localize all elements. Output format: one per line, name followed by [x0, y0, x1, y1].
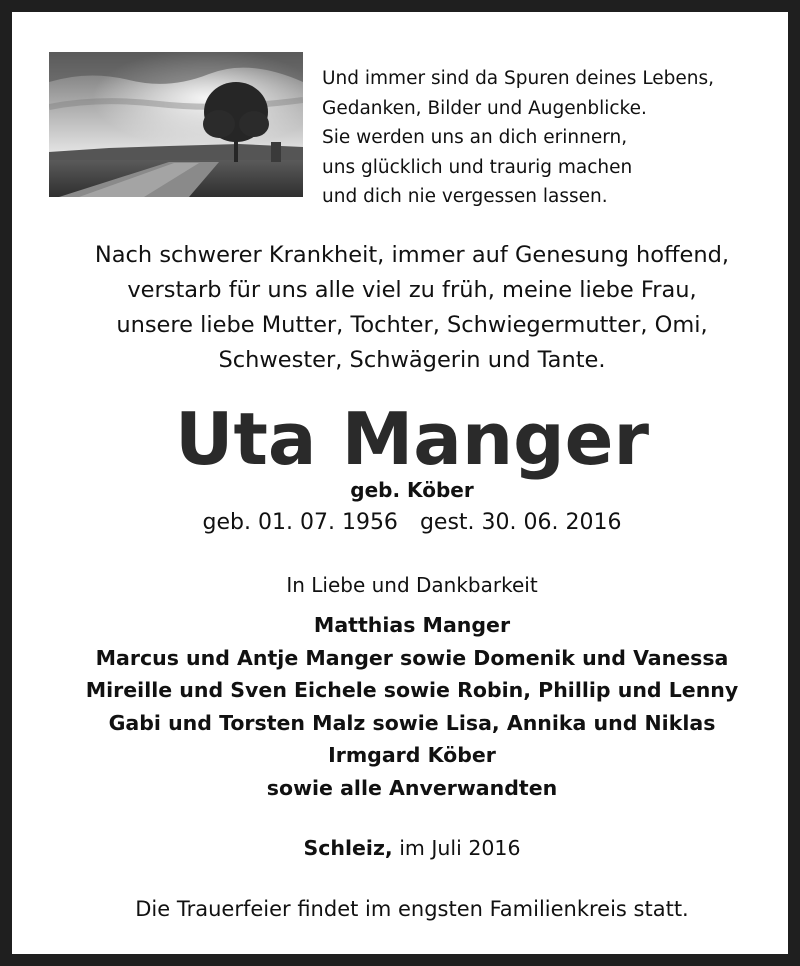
- poem-line: Sie werden uns an dich erinnern,: [322, 127, 628, 148]
- place-month: im Juli 2016: [399, 836, 521, 860]
- poem: [322, 64, 714, 212]
- deceased-name: Uta Manger: [175, 397, 649, 481]
- family-line: Irmgard Köber: [328, 743, 496, 767]
- thanks-line: In Liebe und Dankbarkeit: [286, 573, 538, 597]
- intro-text: [12, 238, 800, 378]
- birth-date: geb. 01. 07. 1956: [202, 510, 398, 535]
- place-city: Schleiz,: [303, 836, 393, 860]
- family-line: Marcus und Antje Manger sowie Domenik und Vanessa: [95, 645, 729, 670]
- family-line: sowie alle Anverwandten: [266, 775, 558, 800]
- intro-line: unsere liebe Mutter, Tochter, Schwiegermutter, Omi,: [116, 312, 708, 338]
- family-line: Matthias Manger: [313, 613, 511, 637]
- landscape-tree-photo: [49, 52, 303, 197]
- maiden-name: geb. Köber: [350, 478, 474, 502]
- family-line: Gabi und Torsten Malz sowie Lisa, Annika und Niklas: [108, 710, 716, 735]
- life-dates: [12, 510, 800, 535]
- poem-line: Gedanken, Bilder und Augenblicke.: [322, 97, 647, 119]
- poem-line: und dich nie vergessen lassen.: [322, 186, 608, 207]
- death-date: gest. 30. 06. 2016: [419, 510, 622, 535]
- poem-line: uns glücklich und traurig machen: [322, 156, 633, 178]
- poem-line: Und immer sind da Spuren deines Lebens,: [322, 68, 715, 89]
- intro-line: Schwester, Schwägerin und Tante.: [218, 347, 606, 373]
- intro-line: verstarb für uns alle viel zu früh, meine liebe Frau,: [127, 277, 697, 303]
- family-list: [12, 609, 800, 804]
- family-line: Mireille und Sven Eichele sowie Robin, Phillip und Lenny: [85, 678, 739, 702]
- ceremony-note: Die Trauerfeier findet im engsten Familienkreis statt.: [135, 897, 689, 921]
- intro-line: Nach schwerer Krankheit, immer auf Genesung hoffend,: [94, 242, 730, 268]
- place-date: [12, 836, 800, 860]
